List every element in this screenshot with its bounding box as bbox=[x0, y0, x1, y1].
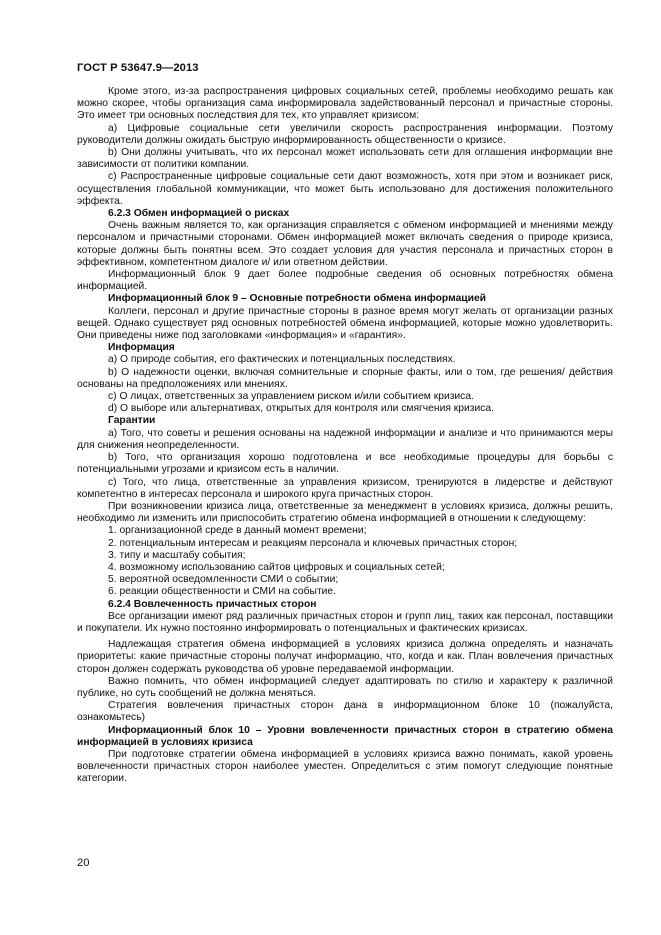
paragraph: d) О выборе или альтернативах, открытых для контроля или смягчения кризиса. bbox=[108, 403, 494, 415]
paragraph: c) Того, что лица, ответственные за управления кризисом, тренируются в лидерстве и действуют компетентно в интересах персонала и широкого круга причастных сторон. bbox=[77, 476, 613, 500]
paragraph: Важно помнить, что обмен информацией следует адаптировать по стилю и характеру к различной публике, но суть сообщений не должна меняться. bbox=[77, 675, 613, 699]
paragraph: Надлежащая стратегия обмена информацией в условиях кризиса должна определять и назначать приоритеты: какие причастные стороны получат информацию, что, когда и как. План вовлечения причастных сторон должен содержать руководства об уровне передаваемой информации. bbox=[77, 639, 613, 675]
section-heading: Гарантии bbox=[108, 415, 156, 427]
document-body bbox=[77, 86, 613, 786]
list-item: 6. реакции общественности и СМИ на событие. bbox=[108, 586, 337, 598]
list-item: 2. потенциальным интересам и реакциям персонала и ключевых причастных сторон; bbox=[108, 537, 518, 549]
paragraph: а) Того, что советы и решения основаны на надежной информации и анализе и что принимаются меры для снижения неопределенности. bbox=[77, 427, 613, 451]
list-item: 5. вероятной осведомленности СМИ о событии; bbox=[108, 574, 339, 586]
paragraph: При возникновении кризиса лица, ответственные за менеджмент в условиях кризиса, должны решить, необходимо ли изменить или приспособить стратегию обмена информацией в отношении к следующему: bbox=[77, 500, 613, 525]
section-heading: Информационный блок 9 – Основные потребности обмена информацией bbox=[108, 293, 487, 305]
paragraph: b) Они должны учитывать, что их персонал может использовать сети для оглашения информации вне зависимости от политики компании. bbox=[77, 147, 613, 171]
section-heading: Информационный блок 10 – Уровни вовлеченности причастных сторон в стратегию обмена информацией в условиях кризиса bbox=[77, 724, 613, 748]
paragraph: Все организации имеют ряд различных причастных сторон и групп лиц, таких как персонал, поставщики и покупатели. Их нужно постоянно информировать о потенциальных и фактических кризисах. bbox=[77, 610, 613, 634]
list-item: 4. возможному использованию сайтов цифровых и социальных сетей; bbox=[108, 561, 445, 573]
section-heading: 6.2.4 Вовлеченность причастных сторон bbox=[108, 598, 317, 610]
paragraph: c) Распространенные цифровые социальные сети дают возможность, хотя при этом и возникает риск, осуществления глобальной коммуникации, что может быть использовано для достижения положительного эффекта. bbox=[77, 171, 613, 207]
list-item: 3. типу и масштабу события; bbox=[108, 549, 246, 561]
paragraph: Информационный блок 9 дает более подробные сведения об основных потребностях обмена информацией. bbox=[77, 269, 613, 293]
paragraph: а) Цифровые социальные сети увеличили скорость распространения информации. Поэтому руководители должны ожидать быструю информированность общественности о кризисе. bbox=[77, 122, 613, 146]
list-item: 1. организационной среде в данный момент времени; bbox=[108, 525, 367, 537]
page-number: 20 bbox=[77, 857, 90, 869]
section-heading: Информация bbox=[108, 342, 175, 354]
paragraph: c) О лицах, ответственных за управлением риском и/или событием кризиса. bbox=[108, 391, 474, 403]
paragraph: b) О надежности оценки, включая сомнительные и спорные факты, или о том, где решения/ действия основаны на предположениях или мнениях. bbox=[77, 366, 613, 390]
paragraph: При подготовке стратегии обмена информацией в условиях кризиса важно понимать, какой уровень вовлеченности причастных сторон наиболее уместен. Определиться с этим помогут следующие понятные категории. bbox=[77, 748, 613, 785]
paragraph: b) Того, что организация хорошо подготовлена и все необходимые процедуры для борьбы с потенциальными угрозами и кризисом есть в наличии. bbox=[77, 452, 613, 476]
section-heading: 6.2.3 Обмен информацией о рисках bbox=[108, 208, 290, 220]
document-header: ГОСТ Р 53647.9—2013 bbox=[77, 62, 199, 74]
paragraph: Кроме этого, из-за распространения цифровых социальных сетей, проблемы необходимо решать как можно скорее, чтобы организация сама информировала задействованный персонал и причастные стороны. Это имеет три основных последствия для тех, кто управляет кризисом: bbox=[77, 86, 613, 122]
paragraph: а) О природе события, его фактических и потенциальных последствиях. bbox=[108, 354, 456, 366]
paragraph: Стратегия вовлечения причастных сторон дана в информационном блоке 10 (пожалуйста, ознакомьтесь) bbox=[77, 700, 613, 724]
paragraph: Очень важным является то, как организация справляется с обменом информацией и мнениями между персоналом и причастными сторонами. Обмен информацией может включать сведения о природе кризиса, которые должны быть понятны всем. Это создает условия для участия персонала и причастных сторон в эффективном, компетентном диалоге и/ или ответном действии. bbox=[77, 220, 613, 268]
paragraph: Коллеги, персонал и другие причастные стороны в разное время могут желать от организации разных вещей. Однако существует ряд основных потребностей обмена информацией, которые можно удовлетворить. Они приведены ниже под заголовками «информация» и «гарантия». bbox=[77, 305, 613, 342]
